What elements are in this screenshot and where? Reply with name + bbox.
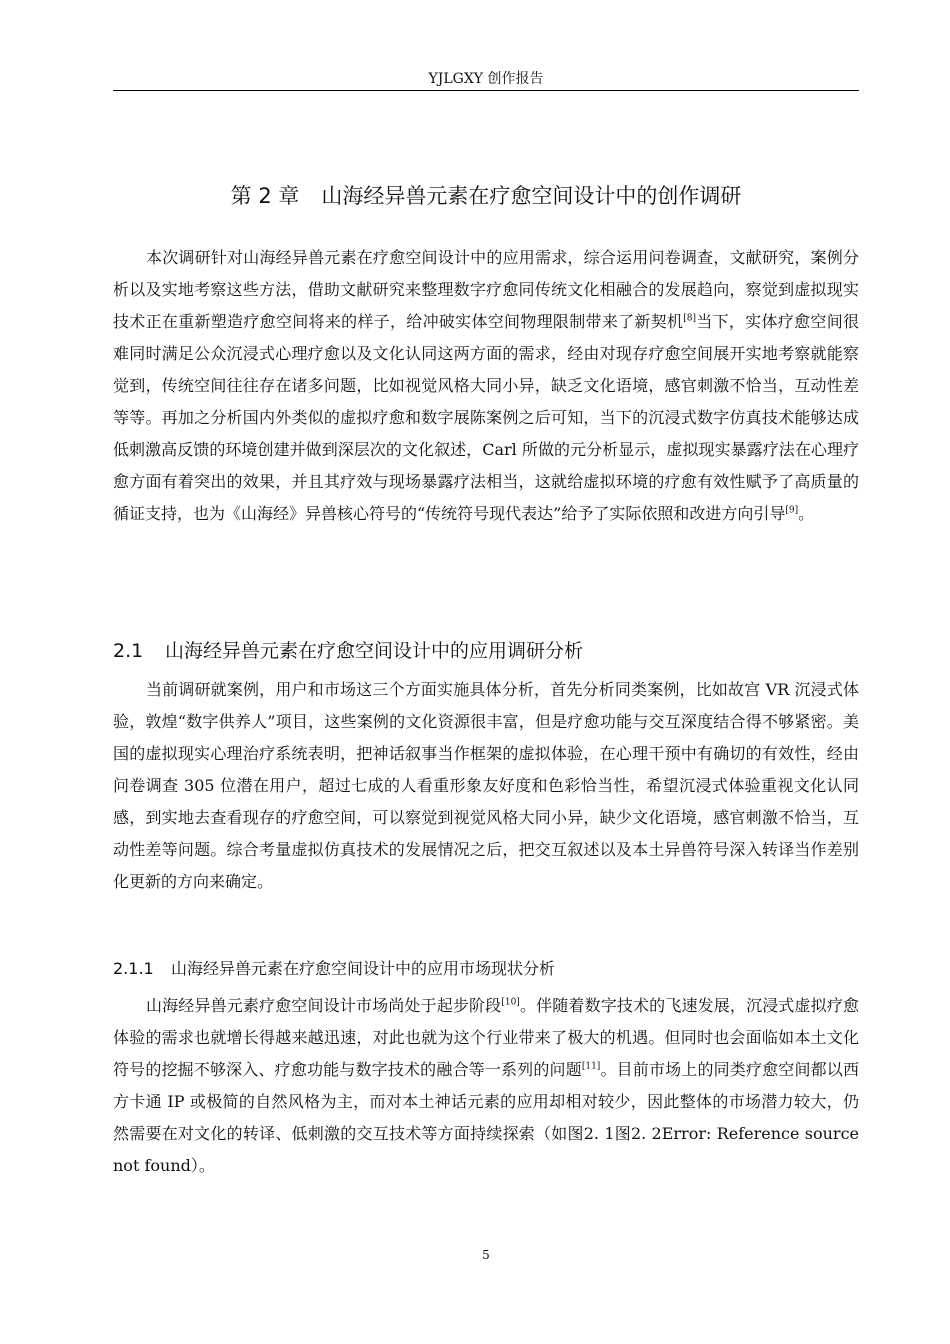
market-text-1: 山海经异兽元素疗愈空间设计市场尚处于起步阶段 [146,996,502,1015]
subsection-number: 2.1.1 [113,959,154,978]
section-title: 山海经异兽元素在疗愈空间设计中的应用调研分析 [165,640,584,662]
chapter-title-text: 山海经异兽元素在疗愈空间设计中的创作调研 [321,184,742,208]
intro-text-1: 本次调研针对山海经异兽元素在疗愈空间设计中的应用需求，综合运用问卷调查，文献研究，案例分析以及实地考察这些方法，借助文献研究来整理数字疗愈同传统文化相融合的发展趋向，察觉到虚拟现实技术正在重新塑造疗愈空间将来的样子，给冲破实体空间物理限制带来了新契机 [113,248,859,331]
citation-11: [11] [581,1061,601,1072]
citation-8: [8] [683,313,697,324]
citation-9: [9] [785,505,799,516]
citation-10: [10] [501,997,520,1008]
intro-text-3: 。 [798,504,815,523]
market-text-3: 。目前市场上的同类疗愈空间都以西方卡通 IP 或极简的自然风格为主，而对本土神话元素的应用却相对较少，因此整体的市场潜力较大，仍然需要在对文化的转译、低刺激的交互技术等方面持续探索（如图2. 1图2. 2Error: Reference source not found）。 [113,1060,859,1175]
page-number: 5 [482,1248,490,1262]
intro-paragraph [113,242,859,530]
section-number: 2.1 [113,640,144,662]
chapter-number: 第 2 章 [230,184,300,208]
subsection-title: 山海经异兽元素在疗愈空间设计中的应用市场现状分析 [171,959,556,978]
page-header: YJLGXY 创作报告 [428,71,544,87]
chapter-title [113,180,859,210]
section-2-1-paragraph: 当前调研就案例，用户和市场这三个方面实施具体分析，首先分析同类案例，比如故宫 VR 沉浸式体验，敦煌“数字供养人”项目，这些案例的文化资源很丰富，但是疗愈功能与交互深度结合得不够紧密。美国的虚拟现实心理治疗系统表明，把神话叙事当作框架的虚拟体验，在心理干预中有确切的有效性，经由问卷调查 305 位潜在用户，超过七成的人看重形象友好度和色彩恰当性，希望沉浸式体验重视文化认同感，到实地去查看现存的疗愈空间，可以察觉到视觉风格大同小异，缺少文化语境，感官刺激不恰当，互动性差等问题。综合考量虚拟仿真技术的发展情况之后，把交互叙述以及本土异兽符号深入转译当作差别化更新的方向来确定。 [113,680,859,891]
header-divider [113,90,859,91]
section-heading-2-1 [113,636,583,663]
section-heading-2-1-1 [113,956,555,979]
market-text-2: 。伴随着数字技术的飞速发展，沉浸式虚拟疗愈体验的需求也就增长得越来越迅速，对此也就为这个行业带来了极大的机遇。但同时也会面临如本土文化符号的挖掘不够深入、疗愈功能与数字技术的融合等一系列的问题 [113,996,859,1079]
section-2-1-1-paragraph [113,990,859,1182]
intro-text-2: 当下，实体疗愈空间很难同时满足公众沉浸式心理疗愈以及文化认同这两方面的需求，经由对现存疗愈空间展开实地考察就能察觉到，传统空间往往存在诸多问题，比如视觉风格大同小异，缺乏文化语境，感官刺激不恰当，互动性差等等。再加之分析国内外类似的虚拟疗愈和数字展陈案例之后可知，当下的沉浸式数字仿真技术能够达成低刺激高反馈的环境创建并做到深层次的文化叙述，Carl 所做的元分析显示，虚拟现实暴露疗法在心理疗愈方面有着突出的效果，并且其疗效与现场暴露疗法相当，这就给虚拟环境的疗愈有效性赋予了高质量的循证支持，也为《山海经》异兽核心符号的“传统符号现代表达”给予了实际依照和改进方向引导 [113,312,859,523]
